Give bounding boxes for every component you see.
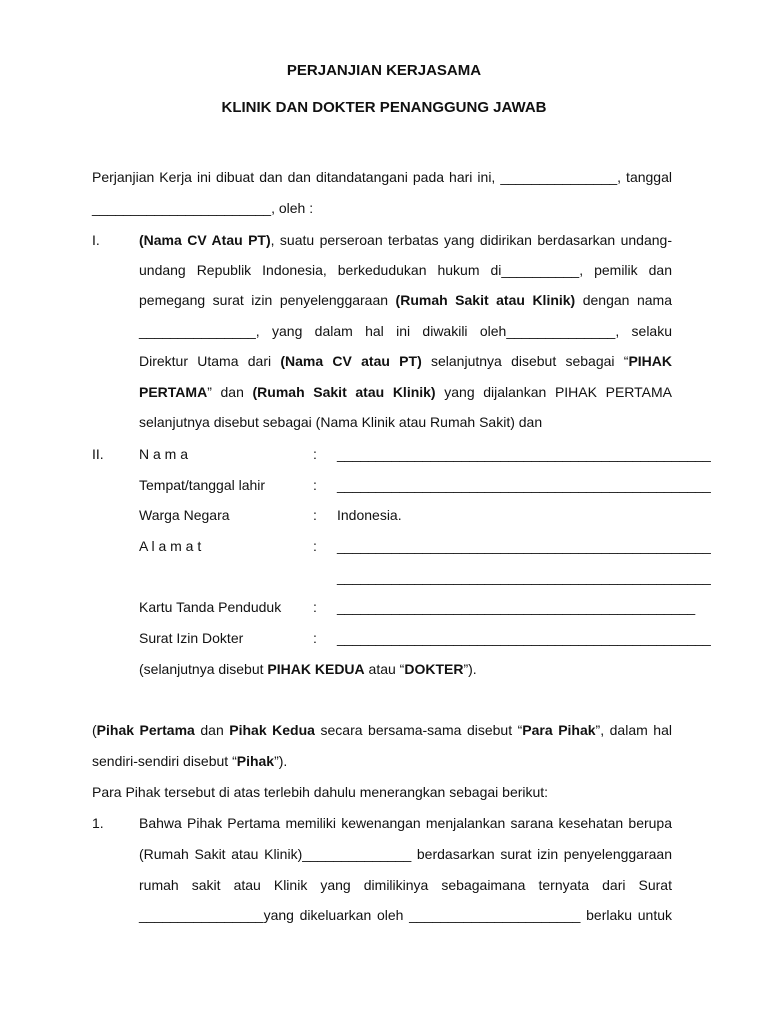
section-1-line-6: PERTAMA” dan (Rumah Sakit atau Klinik) yang dijalankan PIHAK PERTAMA (139, 384, 672, 400)
field-label-address: A l a m a t (139, 538, 202, 554)
section-1-line-4: _______________, yang dalam hal ini diwakili oleh______________, selaku (139, 323, 672, 339)
section-1-line-7: selanjutnya disebut sebagai (Nama Klinik atau Rumah Sakit) dan (139, 414, 543, 430)
parties-line-2: sendiri-sendiri disebut “Pihak”). (92, 753, 288, 769)
section-2-closing: (selanjutnya disebut PIHAK KEDUA atau “DOKTER”). (139, 661, 477, 677)
clause-1-number: 1. (92, 815, 104, 831)
section-1-line-5: Direktur Utama dari (Nama CV atau PT) selanjutnya disebut sebagai “PIHAK (139, 353, 673, 369)
document-title: PERJANJIAN KERJASAMA (286, 62, 482, 79)
field-colon: : (313, 507, 317, 523)
parties-line-3: Para Pihak tersebut di atas terlebih dahulu menerangkan sebagai berikut: (92, 784, 549, 800)
field-colon: : (313, 630, 317, 646)
field-colon: : (313, 446, 317, 462)
field-value-address-2: ________________________________________________ (337, 569, 711, 585)
field-colon: : (313, 599, 317, 615)
field-value-citizenship: Indonesia. (337, 507, 402, 523)
section-2-number: II. (92, 446, 104, 462)
clause-1-line-1: Bahwa Pihak Pertama memiliki kewenangan menjalankan sarana kesehatan berupa (139, 815, 672, 831)
field-label-ktp: Kartu Tanda Penduduk (139, 599, 282, 615)
field-value-ktp: ______________________________________________ (337, 599, 696, 615)
field-label-birth: Tempat/tanggal lahir (139, 477, 266, 493)
field-value-address: ________________________________________________ (337, 538, 711, 554)
clause-1-line-2: (Rumah Sakit atau Klinik)______________ berdasarkan surat izin penyelenggaraan (139, 846, 672, 862)
field-value-license: ________________________________________________ (337, 630, 711, 646)
field-colon: : (313, 477, 317, 493)
section-1-number: I. (92, 232, 100, 248)
field-value-nama: ________________________________________________ (337, 446, 711, 462)
clause-1-line-4: ________________yang dikeluarkan oleh ______________________ berlaku untuk (139, 907, 672, 923)
clause-1-line-3: rumah sakit atau Klinik yang dimilikinya sebagaimana ternyata dari Surat (139, 877, 672, 893)
field-label-citizenship: Warga Negara (139, 507, 230, 523)
document-subtitle: KLINIK DAN DOKTER PENANGGUNG JAWAB (221, 99, 547, 116)
parties-line-1: (Pihak Pertama dan Pihak Kedua secara bersama-sama disebut “Para Pihak”, dalam hal (92, 722, 672, 738)
field-label-license: Surat Izin Dokter (139, 630, 244, 646)
section-1-line-3: pemegang surat izin penyelenggaraan (Rumah Sakit atau Klinik) dengan nama (139, 292, 672, 308)
intro-line-2: _______________________, oleh : (92, 200, 314, 216)
field-value-birth: ________________________________________________ (337, 477, 711, 493)
section-1-line-1: (Nama CV Atau PT), suatu perseroan terbatas yang didirikan berdasarkan undang- (139, 232, 672, 248)
field-label-nama: N a m a (139, 446, 189, 462)
intro-line-1: Perjanjian Kerja ini dibuat dan dan ditandatangani pada hari ini, _______________, tanggal (92, 169, 672, 185)
field-colon: : (313, 538, 317, 554)
company-name-placeholder: (Nama CV Atau PT) (139, 232, 271, 248)
section-1-line-2: undang Republik Indonesia, berkedudukan hukum di__________, pemilik dan (139, 262, 672, 278)
